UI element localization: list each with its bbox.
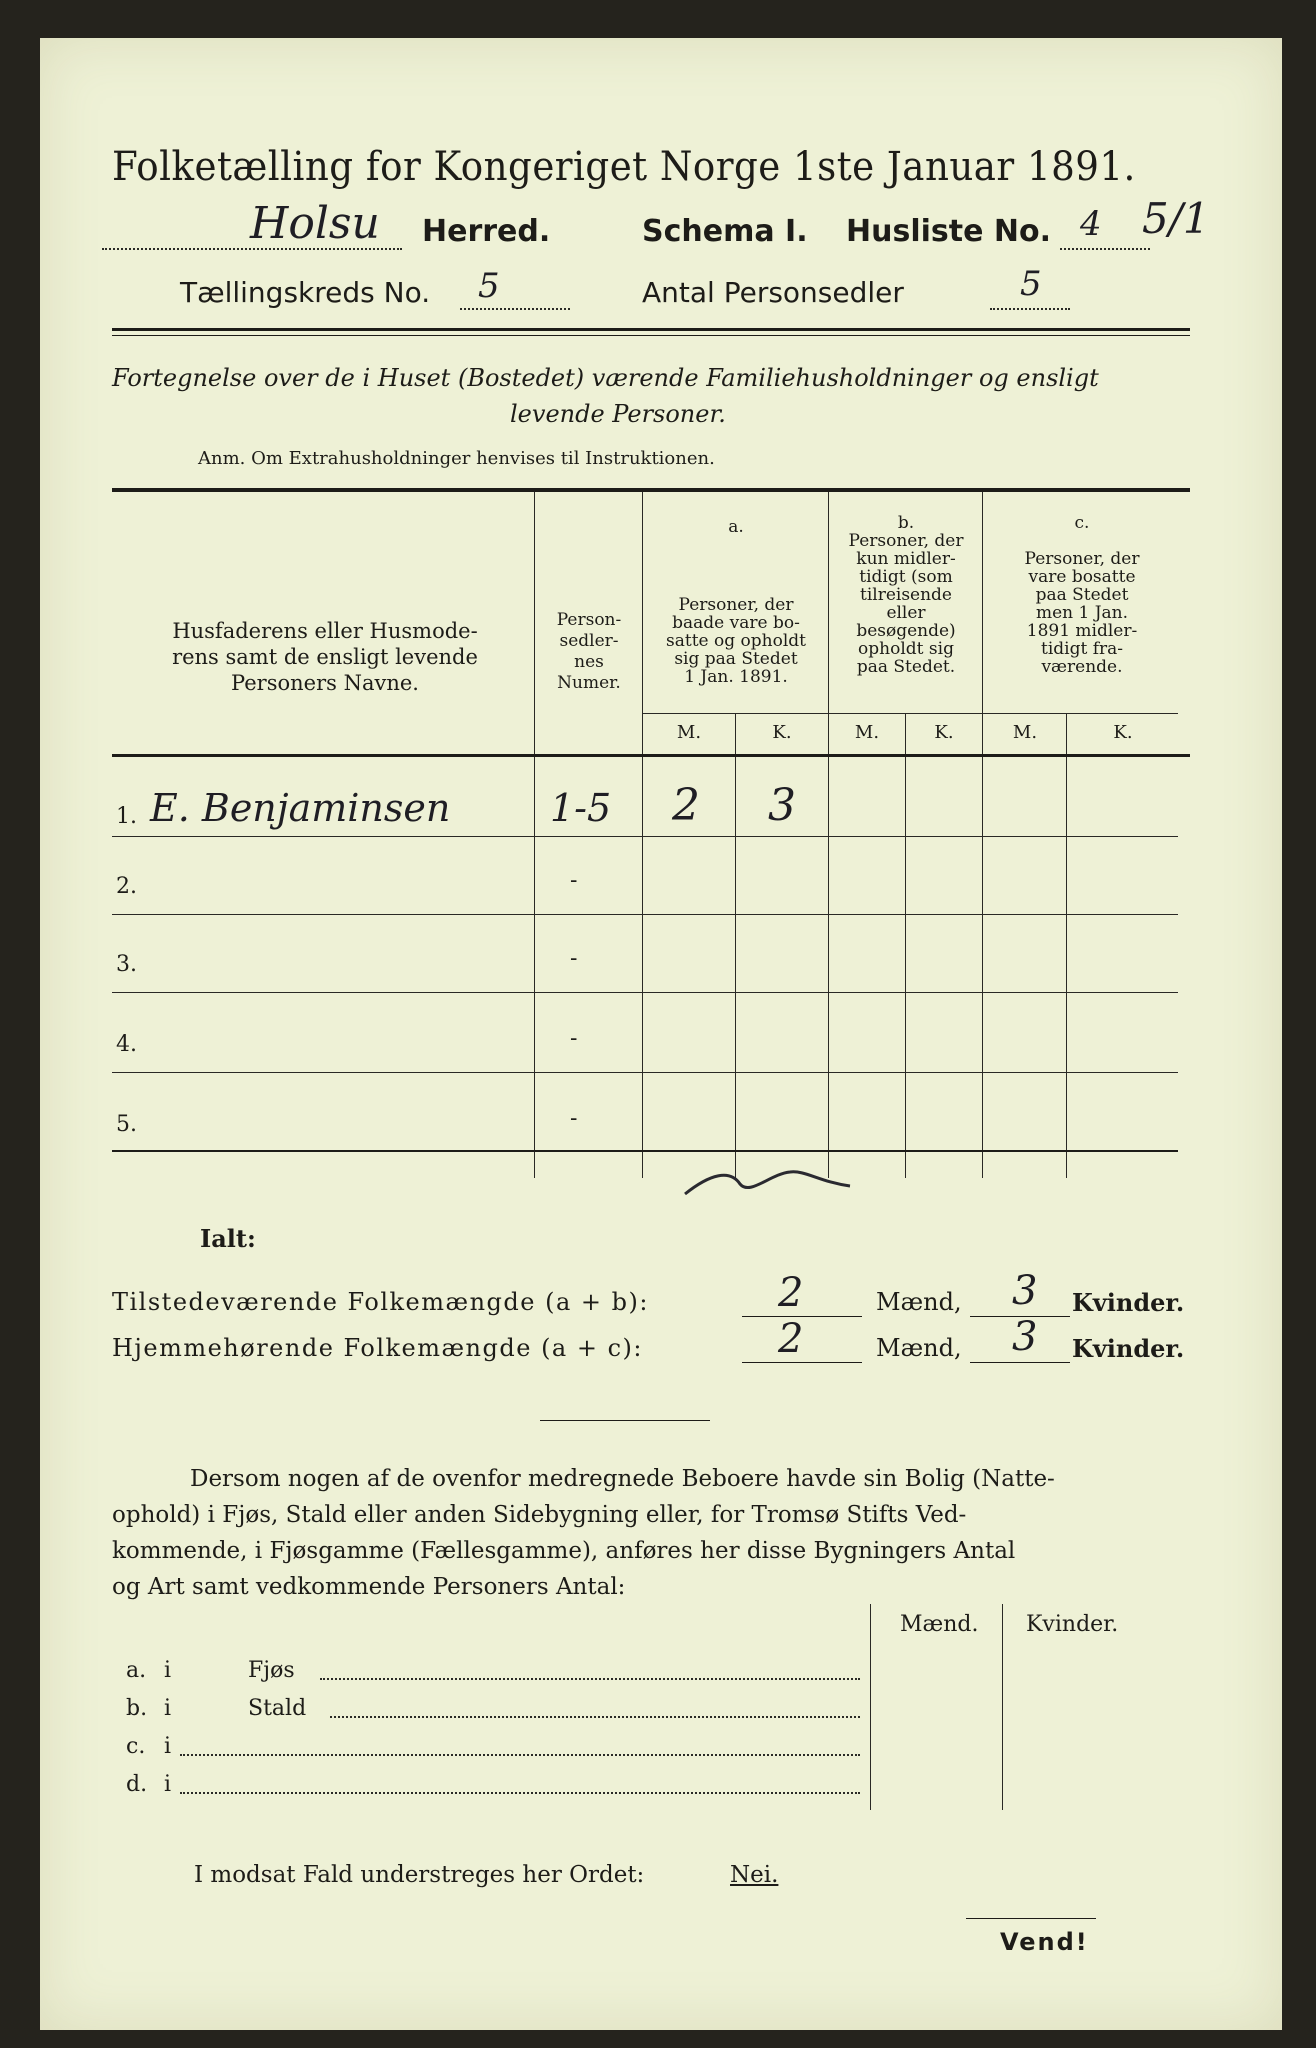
row-4-numer: -: [570, 1026, 578, 1051]
tilstede-m-value: 2: [778, 1270, 804, 1316]
table-bottom-rule: [112, 1150, 1178, 1152]
modsat-fald-text: I modsat Fald understreges her Ordet:: [194, 1862, 645, 1888]
hjemme-k-line: [970, 1362, 1070, 1363]
building-kvinder-header: Kvinder.: [1026, 1612, 1119, 1637]
intro-line-2: levende Personer.: [510, 400, 726, 428]
col-divider-2: [642, 492, 643, 1178]
modsat-nei-word: Nei.: [730, 1862, 779, 1888]
row-1-numer: 1-5: [550, 786, 612, 830]
b-m-label: M.: [854, 722, 880, 743]
building-row-b-i: i: [164, 1696, 172, 1721]
census-form-sheet: [40, 38, 1282, 2030]
form-title: Folketælling for Kongeriget Norge 1ste Januar 1891.: [112, 144, 1136, 190]
tilstede-label: Tilstedeværende Folkemængde (a + b):: [112, 1288, 649, 1316]
table-top-rule: [112, 488, 1190, 492]
tilstede-k-value: 3: [1012, 1268, 1038, 1314]
row-2-no: 2.: [116, 874, 137, 899]
building-row-c-i: i: [164, 1734, 172, 1759]
intro-line-1: Fortegnelse over de i Huset (Bostedet) værende Familiehusholdninger og ensligt: [112, 364, 1099, 392]
handwritten-check-mark: [680, 1154, 860, 1204]
husliste-label: Husliste No.: [846, 214, 1051, 249]
c-m-label: M.: [1012, 722, 1038, 743]
tilstede-kvinder-label: Kvinder.: [1072, 1288, 1185, 1317]
husliste-handwritten-value: 4: [1080, 204, 1102, 244]
corner-note: 5/1: [1142, 194, 1210, 243]
row-3-no: 3.: [116, 952, 137, 977]
building-row-a-dots: [320, 1678, 860, 1680]
a-m-label: M.: [676, 722, 702, 743]
hjemme-maend-label: Mænd,: [876, 1334, 962, 1362]
ialt-label: Ialt:: [200, 1224, 256, 1253]
kreds-dotted-line: [460, 308, 570, 310]
personsedler-handwritten-value: 5: [1020, 264, 1042, 304]
mk-header-rule: [642, 713, 1178, 714]
hjemme-m-value: 2: [778, 1316, 804, 1362]
kreds-label: Tællingskreds No.: [180, 276, 431, 309]
personsedler-label: Antal Personsedler: [642, 276, 904, 309]
a-k-label: K.: [772, 722, 792, 743]
col-a-header: Personer, der baade vare bo- satte og opholdt sig paa Stedet 1 Jan. 1891.: [666, 595, 806, 687]
row-1-a-k: 3: [768, 780, 796, 831]
building-row-d-dots: [180, 1792, 860, 1794]
row-1-rule: [112, 836, 1178, 837]
building-row-b-label: Stald: [248, 1696, 307, 1721]
col-b-header: Personer, der kun midler- tidigt (som tilreisende eller besøgende) opholdt sig paa Stedet.: [848, 531, 964, 677]
row-1-name: E. Benjaminsen: [150, 786, 451, 830]
building-divider-2: [1002, 1604, 1003, 1810]
numer-column-header: Person- sedler- nes Numer.: [556, 610, 622, 693]
table-body-top-rule: [112, 754, 1190, 757]
building-row-c-dots: [180, 1754, 860, 1756]
section-divider: [540, 1420, 710, 1421]
herred-label: Herred.: [422, 214, 551, 249]
col-divider-a-mk: [735, 714, 736, 1178]
row-4-no: 4.: [116, 1032, 137, 1057]
row-2-rule: [112, 914, 1178, 915]
building-text-4: og Art samt vedkommende Personers Antal:: [112, 1574, 626, 1600]
building-row-c-letter: c.: [126, 1734, 146, 1759]
c-k-label: K.: [1113, 722, 1133, 743]
kreds-handwritten-value: 5: [478, 266, 500, 306]
building-row-b-dots: [330, 1716, 860, 1718]
row-3-numer: -: [570, 946, 578, 971]
row-1-a-m: 2: [672, 780, 700, 831]
col-divider-4: [982, 492, 983, 1178]
row-5-no: 5.: [116, 1112, 137, 1137]
tilstede-maend-label: Mænd,: [876, 1288, 962, 1316]
building-text-2: ophold) i Fjøs, Stald eller anden Sidebygning eller, for Tromsø Stifts Ved-: [112, 1502, 967, 1528]
schema-label: Schema I.: [642, 214, 808, 249]
header-rule-1: [112, 328, 1190, 331]
herred-handwritten-value: Holsu: [250, 198, 380, 249]
names-column-header: Husfaderens eller Husmode- rens samt de ensligt levende Personers Navne.: [172, 619, 478, 695]
col-divider-c-mk: [1066, 714, 1067, 1178]
hjemme-label: Hjemmehørende Folkemængde (a + c):: [112, 1334, 643, 1362]
building-divider-1: [870, 1604, 871, 1810]
building-row-a-label: Fjøs: [248, 1658, 295, 1683]
building-text-3: kommende, i Fjøsgamme (Fællesgamme), anføres her disse Bygningers Antal: [112, 1538, 1016, 1564]
row-2-numer: -: [570, 868, 578, 893]
building-text-1: Dersom nogen af de ovenfor medregnede Beboere havde sin Bolig (Natte-: [190, 1466, 1055, 1492]
husliste-dotted-line: [1060, 248, 1150, 250]
col-a-letter: a.: [728, 517, 744, 537]
row-1-no: 1.: [116, 804, 137, 829]
row-3-rule: [112, 992, 1178, 993]
header-rule-2: [112, 335, 1190, 336]
building-row-d-letter: d.: [126, 1772, 148, 1797]
hjemme-kvinder-label: Kvinder.: [1072, 1334, 1185, 1363]
personsedler-dotted-line: [990, 308, 1070, 310]
building-row-b-letter: b.: [126, 1696, 148, 1721]
row-4-rule: [112, 1072, 1178, 1073]
col-c-letter: c.: [1074, 513, 1090, 533]
building-row-a-letter: a.: [126, 1658, 147, 1683]
hjemme-k-value: 3: [1012, 1314, 1038, 1360]
building-row-a-i: i: [164, 1658, 172, 1683]
building-maend-header: Mænd.: [900, 1612, 979, 1637]
building-row-d-i: i: [164, 1772, 172, 1797]
col-c-header: Personer, der vare bosatte paa Stedet men 1 Jan. 1891 midler- tidigt fra- værende.: [1024, 549, 1140, 677]
b-k-label: K.: [934, 722, 954, 743]
col-divider-1: [534, 492, 535, 1178]
row-5-numer: -: [570, 1106, 578, 1131]
hjemme-m-line: [742, 1362, 862, 1363]
col-b-letter: b.: [897, 513, 915, 533]
vend-label: Vend!: [1000, 1928, 1089, 1956]
vend-rule: [966, 1918, 1096, 1919]
col-divider-3: [828, 492, 829, 1178]
anm-note: Anm. Om Extrahusholdninger henvises til Instruktionen.: [198, 448, 715, 469]
col-divider-b-mk: [905, 714, 906, 1178]
